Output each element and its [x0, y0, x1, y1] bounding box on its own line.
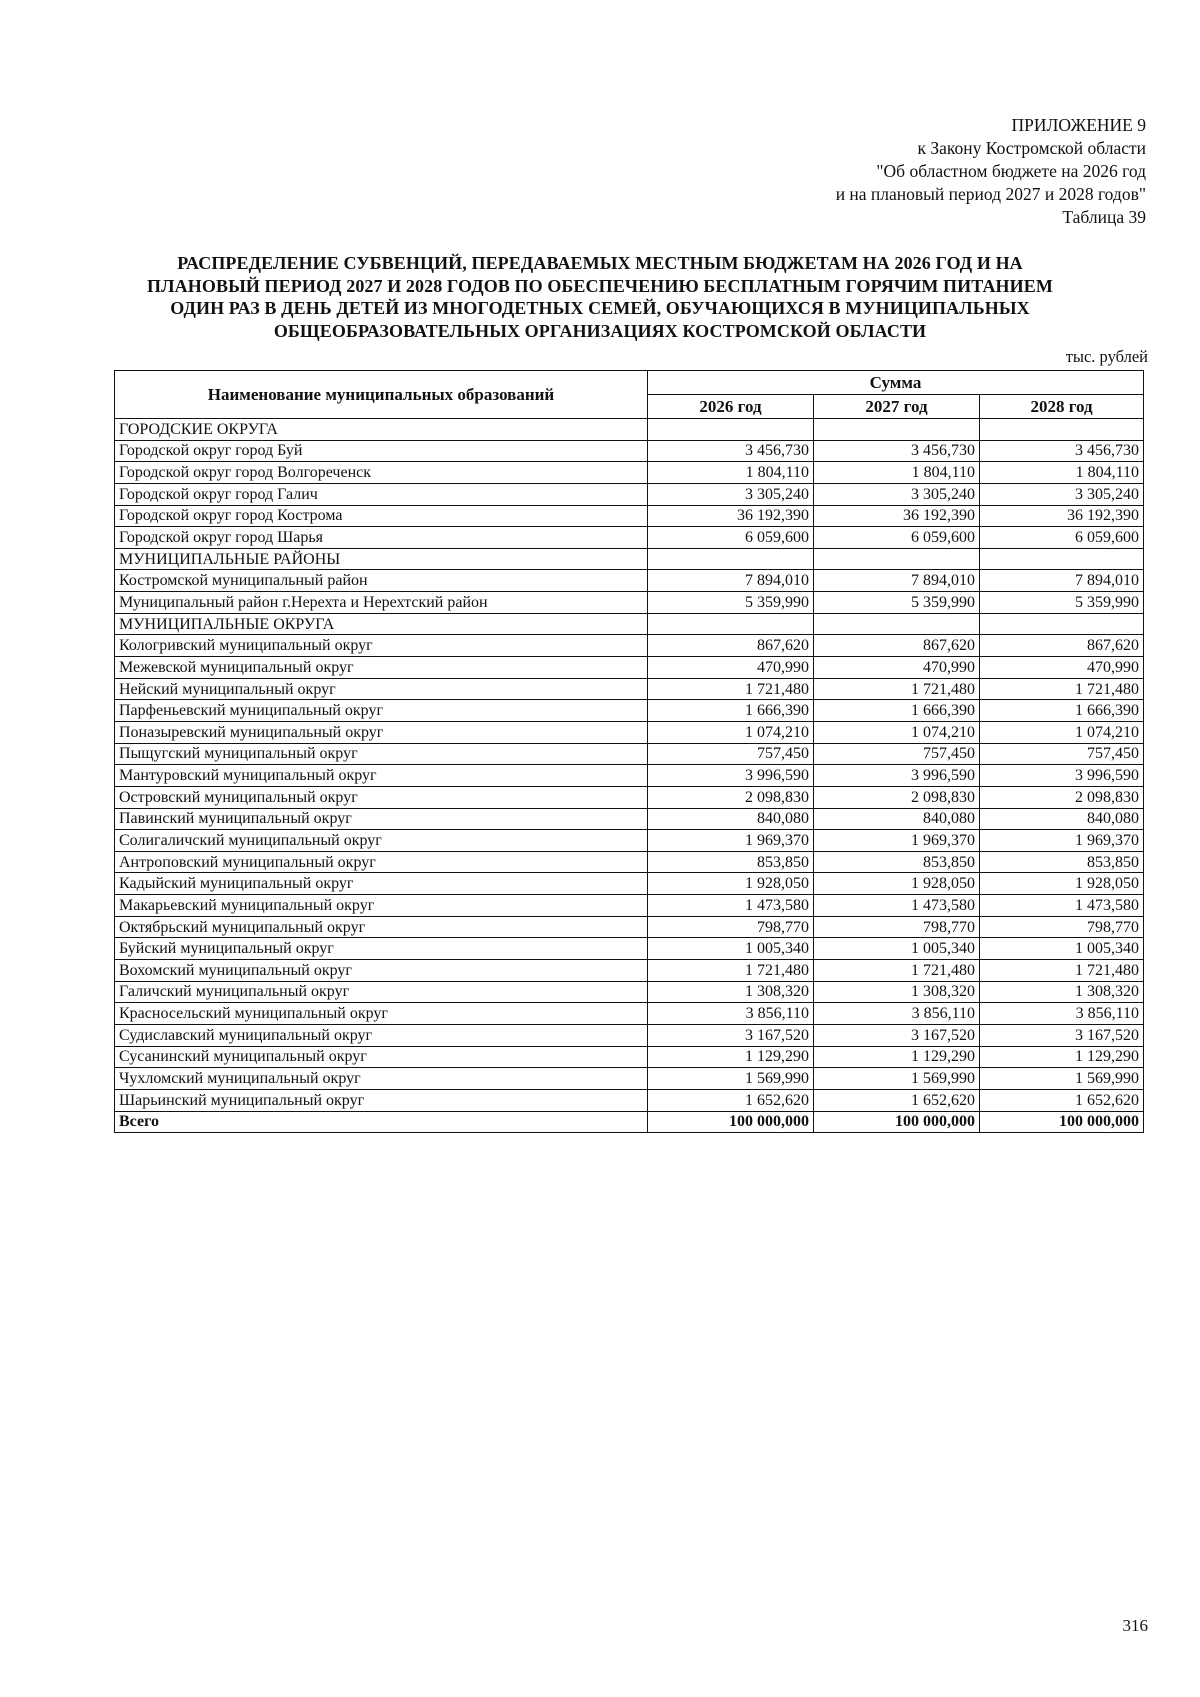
amount-2027: 1 005,340 — [814, 938, 980, 960]
amount-2026: 757,450 — [648, 743, 814, 765]
amount-2026: 1 473,580 — [648, 895, 814, 917]
table-row — [115, 440, 1144, 462]
municipality-name: Антроповский муниципальный округ — [115, 851, 648, 873]
municipality-name: Городской округ город Шарья — [115, 527, 648, 549]
municipality-name: Сусанинский муниципальный округ — [115, 1046, 648, 1068]
amount-2026: 36 192,390 — [648, 505, 814, 527]
amount-2028: 36 192,390 — [980, 505, 1144, 527]
section-row — [115, 548, 1144, 570]
municipality-name: Шарьинский муниципальный округ — [115, 1089, 648, 1111]
table-row — [115, 981, 1144, 1003]
amount-2028: 3 456,730 — [980, 440, 1144, 462]
appendix-law-title: "Об областном бюджете на 2026 год — [876, 161, 1146, 181]
table-row — [115, 1024, 1144, 1046]
municipality-name: Всего — [115, 1111, 648, 1133]
municipality-name: Кадыйский муниципальный округ — [115, 873, 648, 895]
amount-2026: 5 359,990 — [648, 592, 814, 614]
amount-2028: 3 856,110 — [980, 1003, 1144, 1025]
amount-2027: 798,770 — [814, 916, 980, 938]
amount-2028: 3 167,520 — [980, 1024, 1144, 1046]
amount-2026: 1 721,480 — [648, 960, 814, 982]
amount-2026: 798,770 — [648, 916, 814, 938]
amount-2027 — [814, 613, 980, 635]
municipality-name: Октябрьский муниципальный округ — [115, 916, 648, 938]
title-line: ПЛАНОВЫЙ ПЕРИОД 2027 И 2028 ГОДОВ ПО ОБЕСПЕЧЕНИЮ БЕСПЛАТНЫМ ГОРЯЧИМ ПИТАНИЕМ — [147, 275, 1053, 296]
title-line: РАСПРЕДЕЛЕНИЕ СУБВЕНЦИЙ, ПЕРЕДАВАЕМЫХ МЕСТНЫМ БЮДЖЕТАМ НА 2026 ГОД И НА — [177, 253, 1023, 273]
amount-2027: 1 473,580 — [814, 895, 980, 917]
section-name: МУНИЦИПАЛЬНЫЕ ОКРУГА — [115, 613, 648, 635]
distribution-table — [114, 370, 1144, 1133]
municipality-name: Галичский муниципальный округ — [115, 981, 648, 1003]
table-row — [115, 483, 1144, 505]
municipality-name: Островский муниципальный округ — [115, 786, 648, 808]
amount-2028: 1 308,320 — [980, 981, 1144, 1003]
header-year-2026: 2026 год — [648, 395, 814, 419]
municipality-name: Нейский муниципальный округ — [115, 678, 648, 700]
amount-2027: 1 928,050 — [814, 873, 980, 895]
table-row — [115, 1068, 1144, 1090]
appendix-number: ПРИЛОЖЕНИЕ 9 — [1011, 115, 1146, 135]
units-label: тыс. рублей — [1065, 347, 1148, 366]
table-body — [115, 419, 1144, 1133]
amount-2026: 3 456,730 — [648, 440, 814, 462]
amount-2026: 1 804,110 — [648, 462, 814, 484]
table-row — [115, 678, 1144, 700]
amount-2026: 1 308,320 — [648, 981, 814, 1003]
amount-2026: 3 856,110 — [648, 1003, 814, 1025]
amount-2027: 470,990 — [814, 657, 980, 679]
table-number: Таблица 39 — [1062, 207, 1146, 227]
municipality-name: Городской округ город Галич — [115, 483, 648, 505]
amount-2027: 1 308,320 — [814, 981, 980, 1003]
amount-2026: 1 652,620 — [648, 1089, 814, 1111]
amount-2027: 2 098,830 — [814, 786, 980, 808]
amount-2026: 1 129,290 — [648, 1046, 814, 1068]
amount-2027: 1 129,290 — [814, 1046, 980, 1068]
amount-2027: 3 167,520 — [814, 1024, 980, 1046]
amount-2027: 36 192,390 — [814, 505, 980, 527]
amount-2028: 1 804,110 — [980, 462, 1144, 484]
municipality-name: Поназыревский муниципальный округ — [115, 721, 648, 743]
amount-2027: 7 894,010 — [814, 570, 980, 592]
amount-2026: 840,080 — [648, 808, 814, 830]
table-row — [115, 765, 1144, 787]
amount-2026: 1 928,050 — [648, 873, 814, 895]
municipality-name: Городской округ город Кострома — [115, 505, 648, 527]
header-sum: Сумма — [648, 371, 1144, 395]
amount-2027 — [814, 548, 980, 570]
amount-2028 — [980, 613, 1144, 635]
appendix-header — [836, 114, 1146, 229]
table-row — [115, 592, 1144, 614]
amount-2028: 7 894,010 — [980, 570, 1144, 592]
amount-2027: 3 996,590 — [814, 765, 980, 787]
amount-2026: 1 005,340 — [648, 938, 814, 960]
table-row — [115, 1003, 1144, 1025]
municipality-name: Макарьевский муниципальный округ — [115, 895, 648, 917]
municipality-name: Костромской муниципальный район — [115, 570, 648, 592]
amount-2028: 6 059,600 — [980, 527, 1144, 549]
table-row — [115, 895, 1144, 917]
municipality-name: Вохомский муниципальный округ — [115, 960, 648, 982]
municipality-name: Солигаличский муниципальный округ — [115, 830, 648, 852]
table-row — [115, 916, 1144, 938]
table-row — [115, 938, 1144, 960]
table-row — [115, 527, 1144, 549]
total-row — [115, 1111, 1144, 1133]
section-row — [115, 613, 1144, 635]
appendix-law-title-cont: и на плановый период 2027 и 2028 годов" — [835, 184, 1146, 204]
amount-2028: 798,770 — [980, 916, 1144, 938]
amount-2027: 1 721,480 — [814, 678, 980, 700]
table-row — [115, 1089, 1144, 1111]
amount-2027: 1 721,480 — [814, 960, 980, 982]
amount-2026 — [648, 613, 814, 635]
amount-2028: 1 721,480 — [980, 960, 1144, 982]
amount-2028: 470,990 — [980, 657, 1144, 679]
municipality-name: Красносельский муниципальный округ — [115, 1003, 648, 1025]
amount-2027: 1 969,370 — [814, 830, 980, 852]
table-row — [115, 808, 1144, 830]
amount-2026: 1 721,480 — [648, 678, 814, 700]
table-header — [115, 371, 1144, 419]
amount-2028 — [980, 419, 1144, 441]
table-row — [115, 505, 1144, 527]
municipality-name: Пыщугский муниципальный округ — [115, 743, 648, 765]
amount-2026: 3 305,240 — [648, 483, 814, 505]
table-row — [115, 786, 1144, 808]
amount-2026: 100 000,000 — [648, 1111, 814, 1133]
amount-2027: 3 856,110 — [814, 1003, 980, 1025]
amount-2028: 5 359,990 — [980, 592, 1144, 614]
amount-2028: 867,620 — [980, 635, 1144, 657]
table-row — [115, 1046, 1144, 1068]
amount-2026: 1 666,390 — [648, 700, 814, 722]
table-row — [115, 873, 1144, 895]
amount-2027: 6 059,600 — [814, 527, 980, 549]
amount-2026 — [648, 419, 814, 441]
municipality-name: Муниципальный район г.Нерехта и Нерехтский район — [115, 592, 648, 614]
amount-2028: 757,450 — [980, 743, 1144, 765]
table-row — [115, 960, 1144, 982]
table-row — [115, 657, 1144, 679]
amount-2027: 840,080 — [814, 808, 980, 830]
title-line: ОДИН РАЗ В ДЕНЬ ДЕТЕЙ ИЗ МНОГОДЕТНЫХ СЕМЕЙ, ОБУЧАЮЩИХСЯ В МУНИЦИПАЛЬНЫХ — [170, 298, 1030, 318]
municipality-name: Судиславский муниципальный округ — [115, 1024, 648, 1046]
amount-2028: 1 721,480 — [980, 678, 1144, 700]
amount-2028: 840,080 — [980, 808, 1144, 830]
amount-2028: 1 005,340 — [980, 938, 1144, 960]
appendix-law-ref: к Закону Костромской области — [917, 138, 1146, 158]
amount-2028: 1 652,620 — [980, 1089, 1144, 1111]
table-row — [115, 700, 1144, 722]
municipality-name: Городской округ город Буй — [115, 440, 648, 462]
header-year-2027: 2027 год — [814, 395, 980, 419]
amount-2026: 2 098,830 — [648, 786, 814, 808]
table-row — [115, 851, 1144, 873]
amount-2027 — [814, 419, 980, 441]
amount-2028: 1 074,210 — [980, 721, 1144, 743]
municipality-name: Павинский муниципальный округ — [115, 808, 648, 830]
amount-2028: 1 928,050 — [980, 873, 1144, 895]
municipality-name: Парфеньевский муниципальный округ — [115, 700, 648, 722]
page-number: 316 — [1122, 1616, 1148, 1635]
table-row — [115, 462, 1144, 484]
amount-2027: 1 666,390 — [814, 700, 980, 722]
amount-2027: 1 804,110 — [814, 462, 980, 484]
amount-2028: 2 098,830 — [980, 786, 1144, 808]
municipality-name: Мантуровский муниципальный округ — [115, 765, 648, 787]
amount-2028: 1 129,290 — [980, 1046, 1144, 1068]
amount-2026: 7 894,010 — [648, 570, 814, 592]
amount-2028: 3 996,590 — [980, 765, 1144, 787]
section-row — [115, 419, 1144, 441]
amount-2026: 1 569,990 — [648, 1068, 814, 1090]
table-row — [115, 830, 1144, 852]
amount-2028: 1 969,370 — [980, 830, 1144, 852]
amount-2028: 1 569,990 — [980, 1068, 1144, 1090]
amount-2028: 1 666,390 — [980, 700, 1144, 722]
section-name: МУНИЦИПАЛЬНЫЕ РАЙОНЫ — [115, 548, 648, 570]
amount-2027: 867,620 — [814, 635, 980, 657]
amount-2027: 1 074,210 — [814, 721, 980, 743]
amount-2026: 3 996,590 — [648, 765, 814, 787]
amount-2028: 100 000,000 — [980, 1111, 1144, 1133]
amount-2026: 867,620 — [648, 635, 814, 657]
title-line: ОБЩЕОБРАЗОВАТЕЛЬНЫХ ОРГАНИЗАЦИЯХ КОСТРОМСКОЙ ОБЛАСТИ — [273, 320, 927, 341]
table-row — [115, 635, 1144, 657]
table-row — [115, 570, 1144, 592]
amount-2026: 6 059,600 — [648, 527, 814, 549]
amount-2026: 3 167,520 — [648, 1024, 814, 1046]
amount-2027: 1 569,990 — [814, 1068, 980, 1090]
amount-2027: 1 652,620 — [814, 1089, 980, 1111]
amount-2028: 3 305,240 — [980, 483, 1144, 505]
municipality-name: Чухломский муниципальный округ — [115, 1068, 648, 1090]
amount-2026: 1 969,370 — [648, 830, 814, 852]
amount-2026: 1 074,210 — [648, 721, 814, 743]
amount-2026 — [648, 548, 814, 570]
section-name: ГОРОДСКИЕ ОКРУГА — [115, 419, 648, 441]
municipality-name: Кологривский муниципальный округ — [115, 635, 648, 657]
table-row — [115, 721, 1144, 743]
header-municipality: Наименование муниципальных образований — [115, 371, 648, 419]
municipality-name: Буйский муниципальный округ — [115, 938, 648, 960]
header-year-2028: 2028 год — [980, 395, 1144, 419]
amount-2027: 100 000,000 — [814, 1111, 980, 1133]
amount-2028 — [980, 548, 1144, 570]
amount-2027: 757,450 — [814, 743, 980, 765]
amount-2028: 853,850 — [980, 851, 1144, 873]
amount-2026: 853,850 — [648, 851, 814, 873]
table-row — [115, 743, 1144, 765]
amount-2027: 3 305,240 — [814, 483, 980, 505]
amount-2028: 1 473,580 — [980, 895, 1144, 917]
amount-2026: 470,990 — [648, 657, 814, 679]
amount-2027: 5 359,990 — [814, 592, 980, 614]
document-title — [100, 252, 1100, 342]
amount-2027: 3 456,730 — [814, 440, 980, 462]
amount-2027: 853,850 — [814, 851, 980, 873]
municipality-name: Городской округ город Волгореченск — [115, 462, 648, 484]
municipality-name: Межевской муниципальный округ — [115, 657, 648, 679]
